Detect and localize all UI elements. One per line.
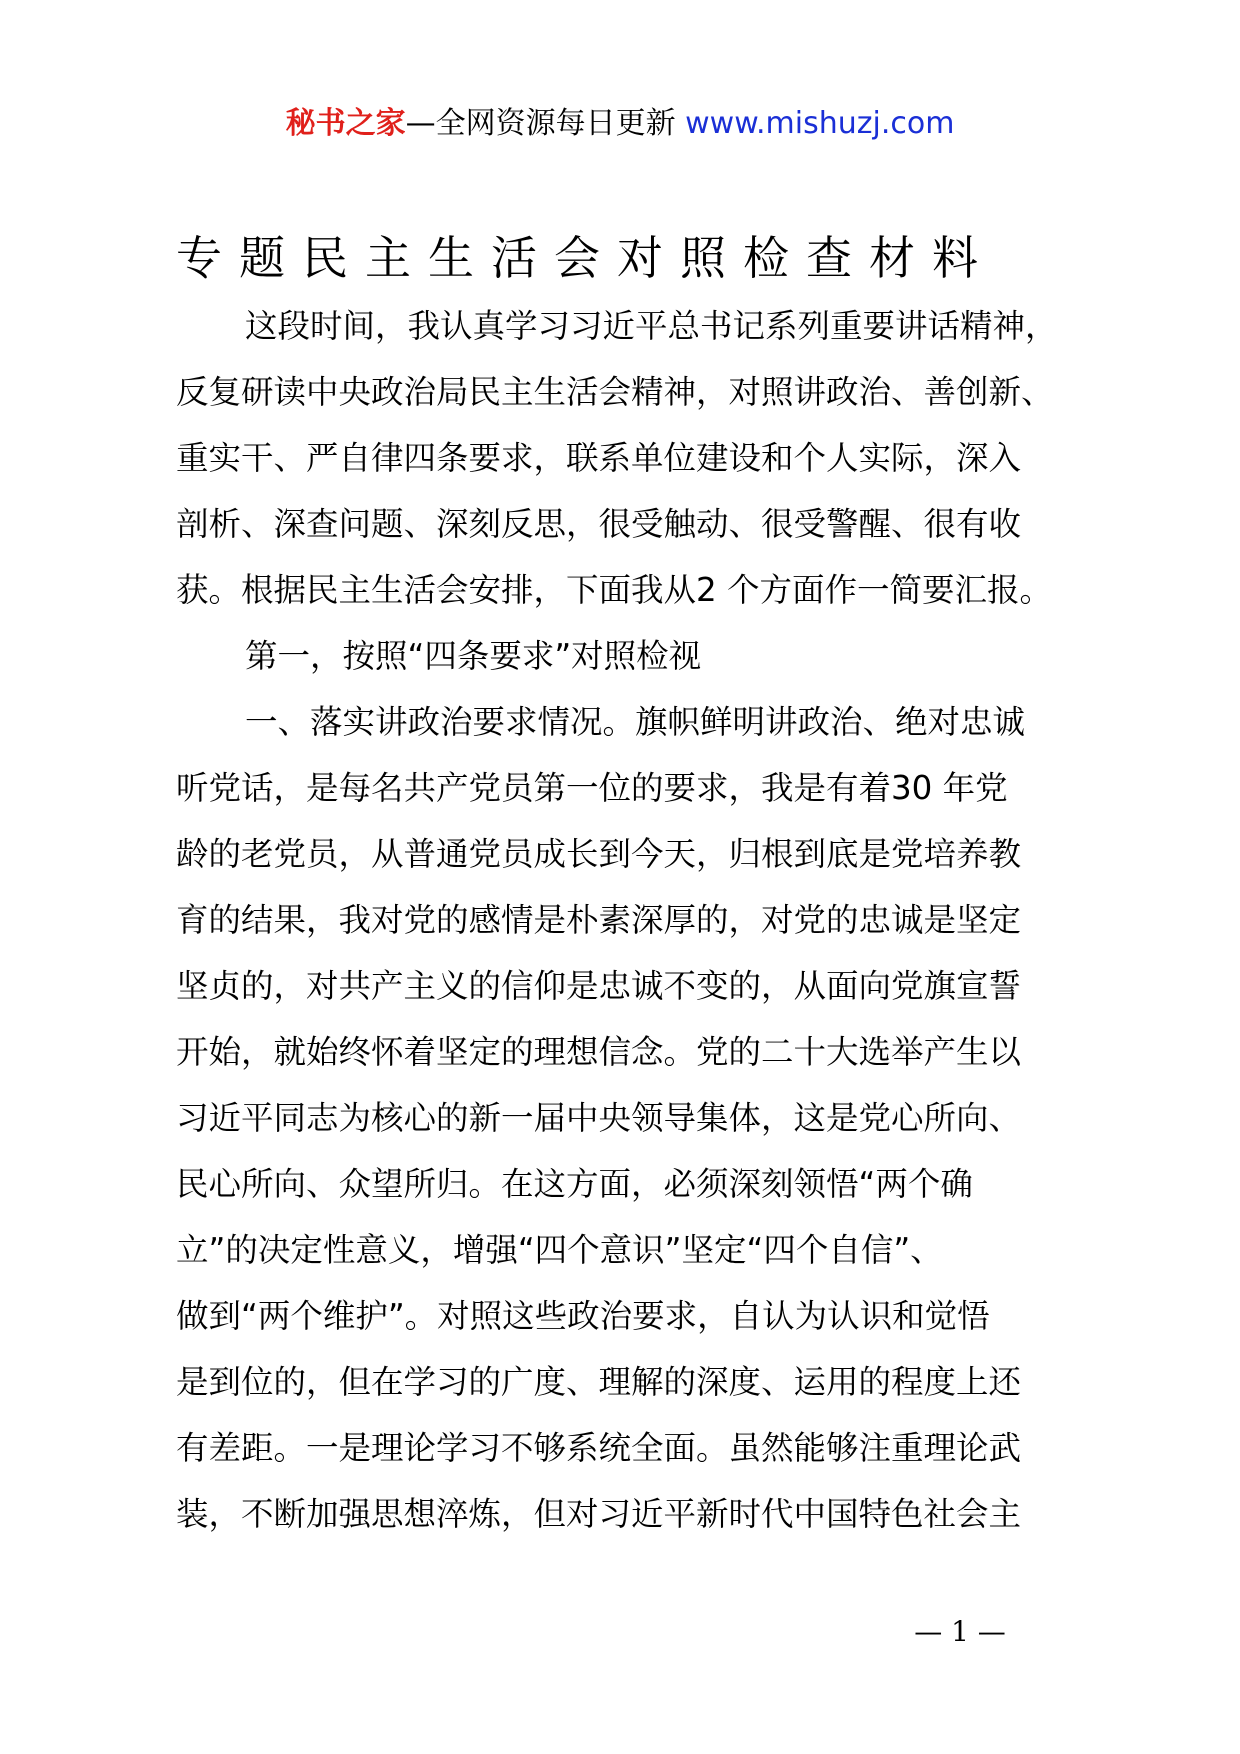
text-line: 第一，按照“四条要求”对照检视 — [245, 637, 702, 675]
text-line: 育的结果，我对党的感情是朴素深厚的，对党的忠诚是坚定 — [176, 901, 1022, 939]
text-line: 有差距。一是理论学习不够系统全面。虽然能够注重理论武 — [176, 1429, 1022, 1467]
text-line: 剖析、深查问题、深刻反思，很受触动、很受警醒、很有收 — [176, 505, 1022, 543]
text-line: 习近平同志为核心的新一届中央领导集体，这是党心所向、 — [176, 1099, 1022, 1137]
document-title: 专题民主生活会对照检查材料 — [176, 231, 995, 285]
text-line: 立”的决定性意义，增强“四个意识”坚定“四个自信”、 — [176, 1231, 943, 1269]
text-line: 开始，就始终怀着坚定的理想信念。党的二十大选举产生以 — [176, 1033, 1022, 1071]
text-line: 做到“两个维护”。对照这些政治要求，自认为认识和觉悟 — [176, 1297, 990, 1335]
site-banner — [0, 100, 1240, 148]
paragraph-political-requirements — [176, 689, 1096, 1547]
text-line: 坚贞的，对共产主义的信仰是忠诚不变的，从面向党旗宣誓 — [176, 967, 1022, 1005]
text-line: 民心所向、众望所归。在这方面，必须深刻领悟“两个确 — [176, 1165, 973, 1203]
text-line: 重实干、严自律四条要求，联系单位建设和个人实际，深入 — [176, 439, 1022, 477]
text-line: 这段时间，我认真学习习近平总书记系列重要讲话精神， — [245, 307, 1058, 345]
paragraph-intro — [176, 293, 1096, 623]
text-line: 龄的老党员，从普通党员成长到今天，归根到底是党培养教 — [176, 835, 1022, 873]
text-line: 一、落实讲政治要求情况。旗帜鲜明讲政治、绝对忠诚 — [245, 703, 1026, 741]
text-line: 是到位的，但在学习的广度、理解的深度、运用的程度上还 — [176, 1363, 1022, 1401]
document-body — [176, 293, 1096, 1547]
banner-brand: 秘书之家 — [285, 106, 406, 141]
banner-tagline: —全网资源每日更新 — [405, 106, 686, 141]
text-line: 反复研读中央政治局民主生活会精神，对照讲政治、善创新、 — [176, 373, 1054, 411]
banner-site-url: www.mishuzj.com — [685, 106, 955, 141]
text-line: 听党话，是每名共产党员第一位的要求，我是有着30 年党 — [176, 769, 1008, 807]
page-number: — 1 — — [914, 1615, 1006, 1648]
text-line: 装，不断加强思想淬炼，但对习近平新时代中国特色社会主 — [176, 1495, 1022, 1533]
section-heading — [176, 623, 1096, 689]
text-line: 获。根据民主生活会安排，下面我从2 个方面作一简要汇报。 — [176, 571, 1053, 609]
